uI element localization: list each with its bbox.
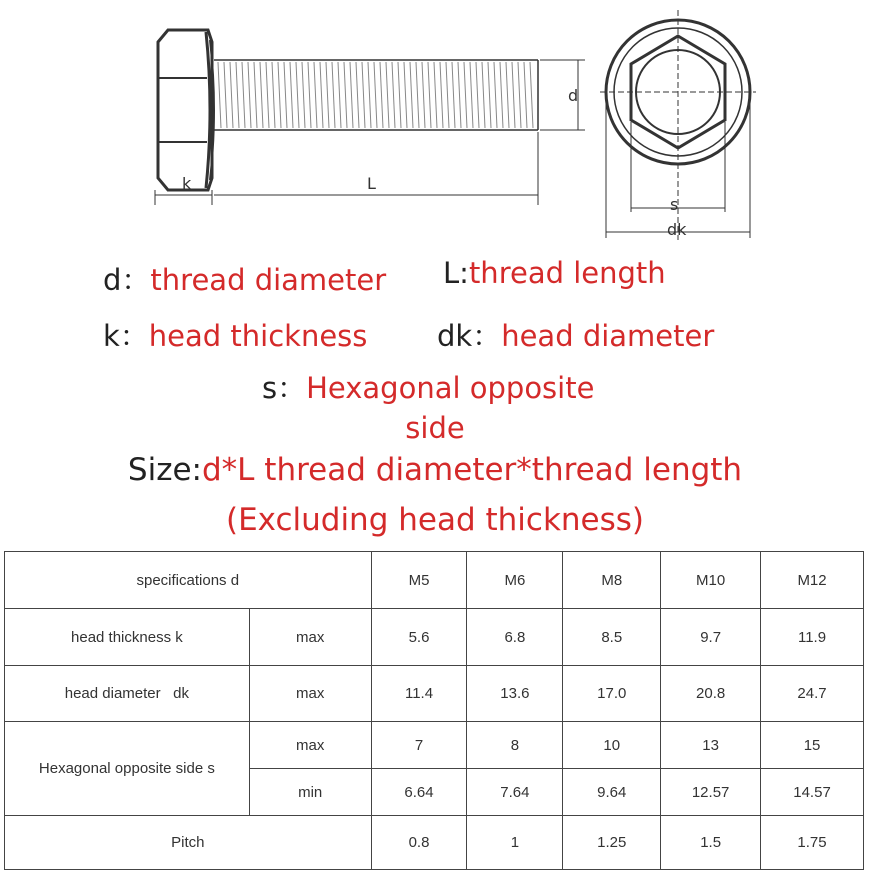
legend-size bbox=[0, 452, 870, 488]
legend-s-key: s： bbox=[262, 371, 307, 405]
thread-line bbox=[338, 62, 341, 128]
value-cell: 0.8 bbox=[371, 816, 467, 870]
thread-line bbox=[446, 62, 449, 128]
row-qual-cell: max bbox=[249, 666, 371, 722]
thread-line bbox=[482, 62, 485, 128]
value-cell: 20.8 bbox=[661, 666, 761, 722]
thread-line bbox=[416, 62, 419, 128]
legend-s-text-2: side bbox=[405, 411, 465, 445]
thread-line bbox=[404, 62, 407, 128]
thread-line bbox=[470, 62, 473, 128]
thread-line bbox=[296, 62, 299, 128]
legend-size-key: Size: bbox=[127, 452, 202, 488]
value-cell: 13 bbox=[661, 722, 761, 769]
value-cell: 8 bbox=[467, 722, 563, 769]
label-L: L bbox=[367, 174, 376, 193]
thread-line bbox=[242, 62, 245, 128]
legend-size-note: (Excluding head thickness) bbox=[225, 502, 645, 538]
thread-line bbox=[524, 62, 527, 128]
thread-line bbox=[530, 62, 533, 128]
legend-d-text: thread diameter bbox=[150, 263, 387, 297]
thread-line bbox=[320, 62, 323, 128]
value-cell: 15 bbox=[761, 722, 864, 769]
thread-line bbox=[434, 62, 437, 128]
value-cell: 11.9 bbox=[761, 609, 864, 666]
label-dk: dk bbox=[667, 220, 687, 239]
table-row bbox=[5, 816, 864, 870]
row-name-cell: Pitch bbox=[5, 816, 372, 870]
label-s: s bbox=[670, 195, 679, 214]
thread-line bbox=[464, 62, 467, 128]
thread-line bbox=[458, 62, 461, 128]
legend-k-key: k： bbox=[103, 319, 149, 353]
legend-k bbox=[103, 314, 367, 355]
thread-line bbox=[308, 62, 311, 128]
row-name-cell: Hexagonal opposite side s bbox=[5, 722, 250, 816]
thread-line bbox=[332, 62, 335, 128]
thread-line bbox=[272, 62, 275, 128]
legend-size-text: d*L thread diameter*thread length bbox=[202, 452, 743, 488]
bolt-technical-drawing bbox=[0, 0, 870, 250]
legend-L bbox=[443, 256, 666, 290]
thread-line bbox=[278, 62, 281, 128]
thread-line bbox=[428, 62, 431, 128]
thread-line bbox=[248, 62, 251, 128]
legend-s-text-1: Hexagonal opposite bbox=[306, 371, 595, 405]
thread-line bbox=[218, 62, 221, 128]
thread-line bbox=[362, 62, 365, 128]
value-cell: 7 bbox=[371, 722, 467, 769]
value-cell: 6.8 bbox=[467, 609, 563, 666]
legend-dk-text: head diameter bbox=[501, 319, 715, 353]
row-name-cell: head thickness k bbox=[5, 609, 250, 666]
header-label-cell: specifications d bbox=[5, 552, 372, 609]
table-header-row bbox=[5, 552, 864, 609]
thread-line bbox=[326, 62, 329, 128]
thread-line bbox=[314, 62, 317, 128]
thread-line bbox=[518, 62, 521, 128]
row-qual-cell: min bbox=[249, 769, 371, 816]
thread-line bbox=[368, 62, 371, 128]
value-cell: 10 bbox=[563, 722, 661, 769]
value-cell: 14.57 bbox=[761, 769, 864, 816]
value-cell: 24.7 bbox=[761, 666, 864, 722]
thread-line bbox=[500, 62, 503, 128]
label-k: k bbox=[182, 174, 192, 193]
value-cell: 1.5 bbox=[661, 816, 761, 870]
value-cell: 1 bbox=[467, 816, 563, 870]
value-cell: 13.6 bbox=[467, 666, 563, 722]
thread-line bbox=[440, 62, 443, 128]
value-cell: 6.64 bbox=[371, 769, 467, 816]
thread-line bbox=[512, 62, 515, 128]
size-cell: M12 bbox=[761, 552, 864, 609]
thread-line bbox=[488, 62, 491, 128]
thread-line bbox=[398, 62, 401, 128]
thread-line bbox=[392, 62, 395, 128]
value-cell: 17.0 bbox=[563, 666, 661, 722]
legend-L-text: thread length bbox=[468, 256, 666, 290]
thread-line bbox=[302, 62, 305, 128]
legend-dk bbox=[437, 314, 714, 355]
thread-line bbox=[254, 62, 257, 128]
value-cell: 12.57 bbox=[661, 769, 761, 816]
value-cell: 1.75 bbox=[761, 816, 864, 870]
value-cell: 7.64 bbox=[467, 769, 563, 816]
thread-line bbox=[410, 62, 413, 128]
legend-d-key: d： bbox=[103, 263, 151, 297]
thread-line bbox=[230, 62, 233, 128]
row-qual-cell: max bbox=[249, 722, 371, 769]
thread-line bbox=[374, 62, 377, 128]
thread-line bbox=[350, 62, 353, 128]
value-cell: 5.6 bbox=[371, 609, 467, 666]
value-cell: 11.4 bbox=[371, 666, 467, 722]
size-cell: M6 bbox=[467, 552, 563, 609]
thread-line bbox=[224, 62, 227, 128]
thread-line bbox=[290, 62, 293, 128]
legend-L-key: L: bbox=[443, 256, 469, 290]
thread-line bbox=[506, 62, 509, 128]
table-row bbox=[5, 666, 864, 722]
legend-k-text: head thickness bbox=[148, 319, 368, 353]
table-row bbox=[5, 609, 864, 666]
thread-line bbox=[386, 62, 389, 128]
specification-table bbox=[4, 551, 864, 870]
thread-line bbox=[260, 62, 263, 128]
legend-s bbox=[262, 366, 594, 407]
value-cell: 9.7 bbox=[661, 609, 761, 666]
legend-size-note-line bbox=[0, 502, 870, 538]
legend-s-line2 bbox=[0, 411, 870, 445]
size-cell: M8 bbox=[563, 552, 661, 609]
thread-line bbox=[356, 62, 359, 128]
thread-line bbox=[476, 62, 479, 128]
label-d: d bbox=[568, 86, 579, 105]
legend-dk-key: dk： bbox=[437, 319, 502, 353]
thread-line bbox=[284, 62, 287, 128]
thread-line bbox=[452, 62, 455, 128]
size-cell: M5 bbox=[371, 552, 467, 609]
thread-line bbox=[344, 62, 347, 128]
thread-line bbox=[380, 62, 383, 128]
thread-line bbox=[266, 62, 269, 128]
value-cell: 8.5 bbox=[563, 609, 661, 666]
table-row bbox=[5, 722, 864, 769]
row-name-cell: head diameter dk bbox=[5, 666, 250, 722]
thread-line bbox=[236, 62, 239, 128]
legend-d bbox=[103, 258, 386, 299]
value-cell: 1.25 bbox=[563, 816, 661, 870]
size-cell: M10 bbox=[661, 552, 761, 609]
thread-line bbox=[494, 62, 497, 128]
value-cell: 9.64 bbox=[563, 769, 661, 816]
row-qual-cell: max bbox=[249, 609, 371, 666]
thread-line bbox=[422, 62, 425, 128]
